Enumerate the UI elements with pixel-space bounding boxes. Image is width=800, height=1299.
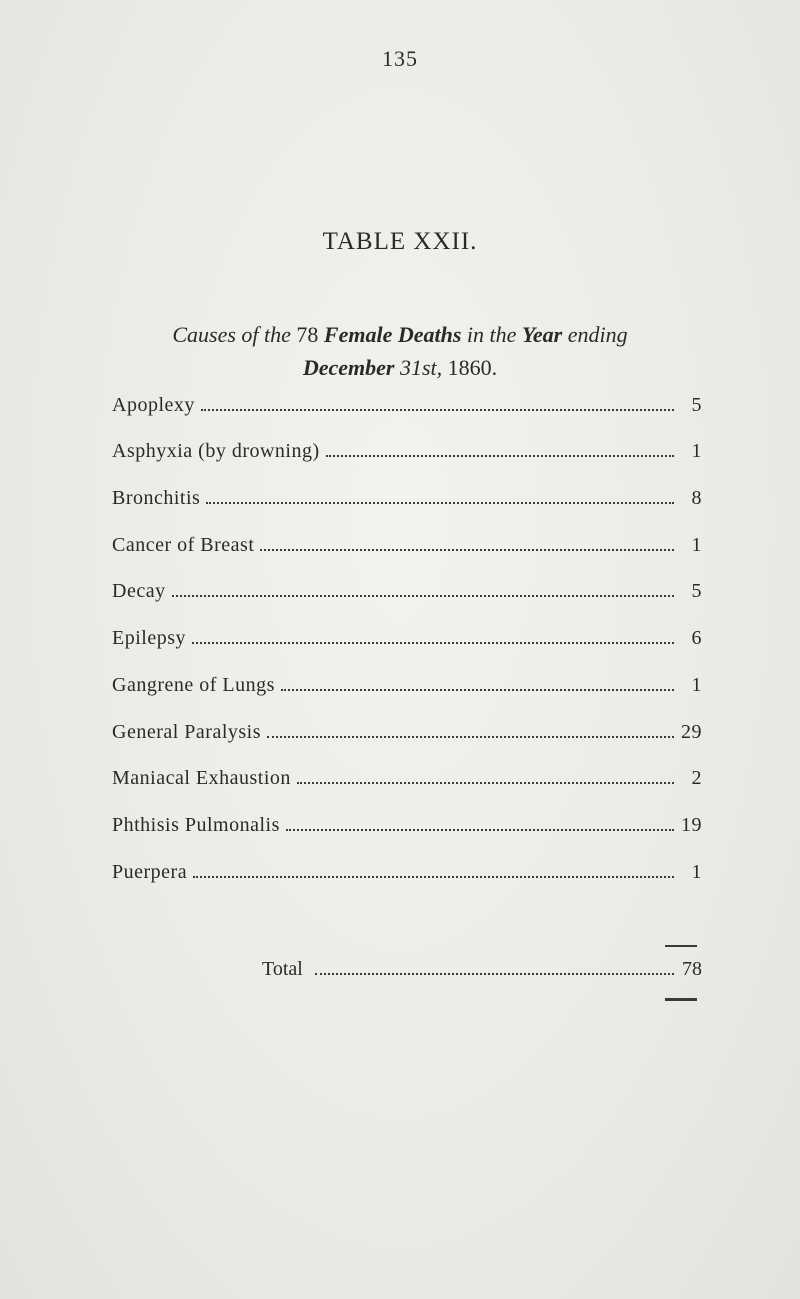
caption-word: Causes [172,322,236,347]
cause-count: 1 [691,860,702,883]
cause-label: Puerpera [112,860,188,883]
dot-leader [267,730,674,738]
table-row [112,744,702,791]
caption-year: 1860. [447,355,498,380]
sum-rule [665,945,697,947]
cause-count: 5 [691,580,702,603]
table-row [112,837,702,884]
cause-count: 1 [691,533,702,556]
table-row [112,370,702,417]
cause-count: 5 [691,393,702,416]
total-count: 78 [682,958,702,980]
caption-word: ending [567,322,628,347]
total-row [262,958,702,981]
table-row [112,417,702,464]
dot-leader [281,683,674,691]
dot-leader [315,967,674,975]
dot-leader [192,636,674,644]
page-number: 135 [382,46,418,71]
cause-label: Bronchitis [112,487,201,510]
cause-count: 8 [691,487,702,510]
table-row [112,510,702,557]
total-rule [665,998,697,1001]
cause-count: 29 [681,720,702,743]
cause-count: 19 [681,813,702,836]
dot-leader [193,870,674,878]
total-label: Total [262,958,303,980]
cause-label: Cancer of Breast [112,533,255,556]
cause-label: Gangrene of Lungs [112,673,275,696]
caption-word: of the [241,322,291,347]
cause-label: Epilepsy [112,627,186,650]
table-row [112,650,702,697]
table-row [112,463,702,510]
causes-list [112,370,702,884]
cause-label: General Paralysis [112,720,262,743]
caption-word: in the [466,322,517,347]
caption-line-1 [0,322,800,348]
table-row [112,603,702,650]
caption-day: 31st, [399,355,443,380]
dot-leader [286,823,674,831]
cause-count: 1 [691,673,702,696]
cause-label: Phthisis Pulmonalis [112,813,280,836]
table-row [112,697,702,744]
dot-leader [172,589,674,597]
cause-label: Asphyxia (by drowning) [112,440,320,463]
caption-word: Year [521,322,563,347]
dot-leader [297,776,674,784]
caption-word: December [302,355,395,380]
caption-number: 78 [296,322,319,347]
cause-label: Decay [112,580,166,603]
cause-count: 1 [691,440,702,463]
dot-leader [201,403,674,411]
cause-count: 2 [691,767,702,790]
dot-leader [260,543,674,551]
table-title: TABLE XXII. [322,228,478,255]
cause-count: 6 [691,627,702,650]
dot-leader [206,496,674,504]
caption-word: Female Deaths [323,322,462,347]
cause-label: Maniacal Exhaustion [112,767,291,790]
table-row [112,790,702,837]
cause-label: Apoplexy [112,393,195,416]
dot-leader [326,449,674,457]
table-row [112,557,702,604]
